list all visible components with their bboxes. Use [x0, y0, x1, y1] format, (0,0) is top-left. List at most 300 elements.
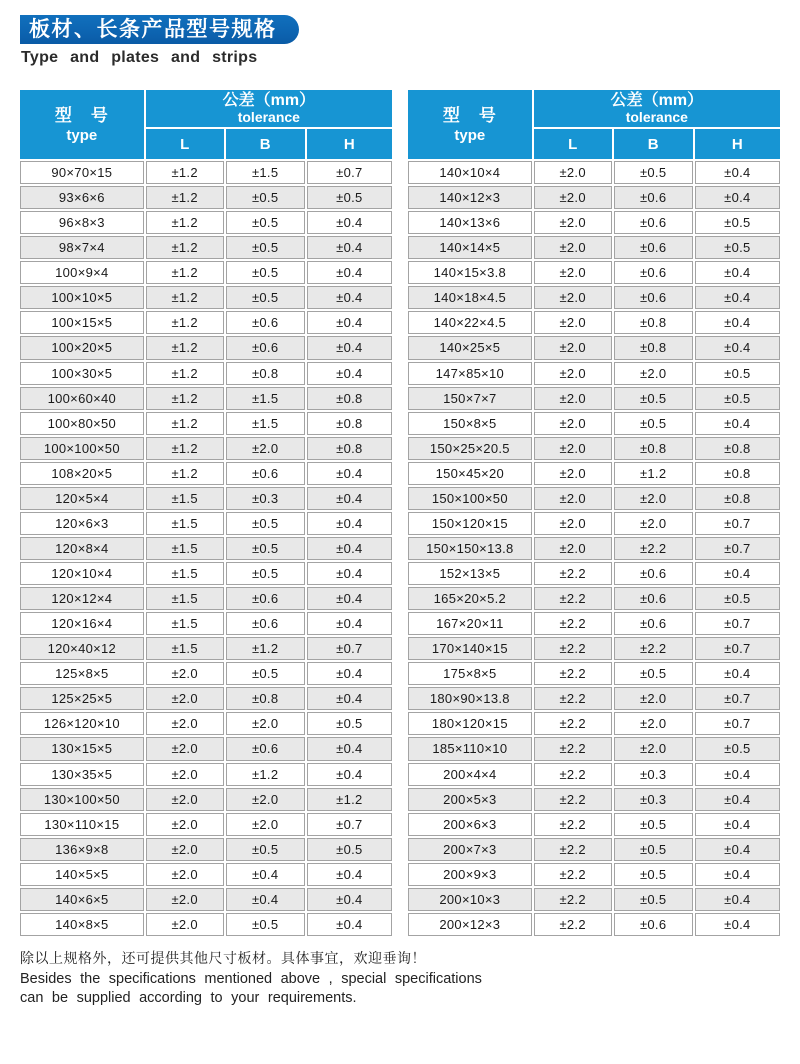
tolerance-cell: ±0.5 [226, 211, 305, 234]
tolerance-cell: ±2.0 [226, 813, 305, 836]
tolerance-cell: ±1.2 [146, 336, 224, 359]
table-row [20, 863, 392, 886]
column-header-h: H [695, 129, 780, 159]
tolerance-cell: ±0.4 [307, 487, 392, 510]
model-cell: 150×100×50 [408, 487, 532, 510]
column-header-b: B [226, 129, 305, 159]
tolerance-cell: ±1.2 [146, 362, 224, 385]
tolerance-cell: ±0.5 [307, 186, 392, 209]
tolerance-cell: ±0.5 [226, 512, 305, 535]
tolerance-cell: ±0.5 [614, 412, 693, 435]
table-row [408, 336, 780, 359]
table-row [408, 712, 780, 735]
table-row [20, 311, 392, 334]
table-row [20, 662, 392, 685]
tolerance-cell: ±2.0 [534, 261, 612, 284]
tolerance-cell: ±0.3 [226, 487, 305, 510]
model-cell: 147×85×10 [408, 362, 532, 385]
tolerance-cell: ±2.2 [534, 562, 612, 585]
table-row [408, 838, 780, 861]
table-row [20, 261, 392, 284]
table-row [408, 487, 780, 510]
table-row [20, 687, 392, 710]
table-row [20, 487, 392, 510]
table-row [20, 362, 392, 385]
tolerance-cell: ±0.5 [614, 662, 693, 685]
model-cell: 136×9×8 [20, 838, 144, 861]
tolerance-cell: ±0.8 [695, 437, 780, 460]
tolerance-cell: ±0.8 [614, 311, 693, 334]
tolerance-cell: ±2.0 [226, 712, 305, 735]
tolerance-cell: ±0.7 [307, 161, 392, 184]
model-cell: 125×8×5 [20, 662, 144, 685]
model-cell: 140×5×5 [20, 863, 144, 886]
tolerance-cell: ±0.4 [307, 562, 392, 585]
tolerance-cell: ±0.4 [695, 788, 780, 811]
table-row [20, 286, 392, 309]
tolerance-cell: ±0.5 [614, 161, 693, 184]
model-cell: 120×12×4 [20, 587, 144, 610]
table-row [408, 788, 780, 811]
model-cell: 140×12×3 [408, 186, 532, 209]
tolerance-cell: ±2.2 [614, 637, 693, 660]
tolerance-label-en: tolerance [625, 109, 688, 126]
tolerance-cell: ±0.7 [695, 512, 780, 535]
model-cell: 175×8×5 [408, 662, 532, 685]
tolerance-cell: ±2.0 [534, 512, 612, 535]
tolerance-cell: ±2.2 [614, 537, 693, 560]
tolerance-cell: ±2.0 [614, 687, 693, 710]
tolerance-cell: ±0.6 [226, 462, 305, 485]
tolerance-cell: ±1.2 [146, 412, 224, 435]
tolerance-cell: ±0.8 [307, 387, 392, 410]
tolerance-cell: ±0.5 [226, 286, 305, 309]
tolerance-label-cn: 公差（mm） [222, 92, 316, 110]
tolerance-cell: ±0.4 [307, 662, 392, 685]
model-cell: 100×15×5 [20, 311, 144, 334]
tolerance-cell: ±2.2 [534, 612, 612, 635]
table-row [20, 562, 392, 585]
table-row [20, 537, 392, 560]
tolerance-cell: ±2.2 [534, 587, 612, 610]
tolerance-cell: ±0.7 [307, 637, 392, 660]
spec-tables-container [18, 88, 782, 936]
tolerance-cell: ±1.5 [226, 161, 305, 184]
tolerance-cell: ±0.8 [226, 687, 305, 710]
tolerance-cell: ±1.5 [226, 412, 305, 435]
tolerance-cell: ±0.4 [695, 863, 780, 886]
table-row [408, 637, 780, 660]
table-row [20, 437, 392, 460]
tolerance-cell: ±1.2 [226, 763, 305, 786]
tolerance-cell: ±2.0 [614, 362, 693, 385]
tolerance-cell: ±2.2 [534, 763, 612, 786]
tolerance-cell: ±2.0 [146, 662, 224, 685]
tolerance-cell: ±2.0 [146, 813, 224, 836]
footer-note-en-line1: Besides the specifications mentioned above , special specifications [20, 971, 482, 987]
tolerance-cell: ±1.5 [146, 612, 224, 635]
tolerance-label-cn: 公差（mm） [610, 92, 704, 110]
model-cell: 100×80×50 [20, 412, 144, 435]
tolerance-cell: ±0.4 [307, 913, 392, 936]
tolerance-cell: ±1.5 [146, 637, 224, 660]
model-cell: 150×120×15 [408, 512, 532, 535]
table-row [408, 587, 780, 610]
table-row [20, 763, 392, 786]
tolerance-cell: ±0.4 [695, 261, 780, 284]
model-cell: 140×15×3.8 [408, 261, 532, 284]
model-cell: 100×30×5 [20, 362, 144, 385]
tolerance-cell: ±0.4 [695, 311, 780, 334]
tolerance-cell: ±0.4 [695, 913, 780, 936]
tolerance-cell: ±2.2 [534, 863, 612, 886]
table-row [20, 512, 392, 535]
table-row [20, 737, 392, 760]
model-cell: 130×15×5 [20, 737, 144, 760]
model-cell: 140×6×5 [20, 888, 144, 911]
tolerance-cell: ±2.0 [146, 838, 224, 861]
table-header [408, 90, 780, 159]
table-row [20, 637, 392, 660]
table-row [408, 362, 780, 385]
model-cell: 93×6×6 [20, 186, 144, 209]
model-cell: 170×140×15 [408, 637, 532, 660]
tolerance-cell: ±0.4 [695, 662, 780, 685]
table-row [408, 387, 780, 410]
tolerance-cell: ±0.5 [307, 838, 392, 861]
footer-note-cn: 除以上规格外，还可提供其他尺寸板材。具体事宜，欢迎垂询！ [20, 950, 426, 966]
tolerance-cell: ±2.2 [534, 888, 612, 911]
tolerance-cell: ±0.5 [226, 562, 305, 585]
tolerance-column-header [146, 90, 392, 127]
tolerance-cell: ±0.8 [307, 437, 392, 460]
tolerance-cell: ±2.0 [534, 412, 612, 435]
table-row [20, 161, 392, 184]
tolerance-cell: ±0.5 [614, 387, 693, 410]
tolerance-cell: ±1.2 [146, 186, 224, 209]
tolerance-cell: ±2.0 [534, 487, 612, 510]
table-row [408, 311, 780, 334]
tolerance-cell: ±0.4 [695, 336, 780, 359]
model-cell: 200×5×3 [408, 788, 532, 811]
tolerance-cell: ±0.4 [307, 261, 392, 284]
tolerance-cell: ±0.4 [307, 612, 392, 635]
tolerance-cell: ±1.2 [146, 286, 224, 309]
tolerance-cell: ±0.5 [695, 737, 780, 760]
model-cell: 120×8×4 [20, 537, 144, 560]
tolerance-cell: ±0.4 [695, 286, 780, 309]
tolerance-cell: ±0.5 [226, 236, 305, 259]
table-row [408, 813, 780, 836]
table-row [408, 863, 780, 886]
tolerance-cell: ±1.5 [146, 562, 224, 585]
tolerance-cell: ±0.4 [307, 737, 392, 760]
table-row [408, 612, 780, 635]
tolerance-cell: ±0.8 [614, 336, 693, 359]
model-cell: 120×5×4 [20, 487, 144, 510]
spec-table-right [406, 88, 782, 938]
tolerance-cell: ±0.7 [695, 637, 780, 660]
table-row [408, 236, 780, 259]
model-cell: 140×8×5 [20, 913, 144, 936]
model-cell: 90×70×15 [20, 161, 144, 184]
type-label-en: type [66, 126, 98, 144]
tolerance-cell: ±0.4 [307, 362, 392, 385]
tolerance-cell: ±0.4 [307, 462, 392, 485]
table-row [408, 562, 780, 585]
tolerance-cell: ±2.2 [534, 712, 612, 735]
tolerance-cell: ±2.0 [534, 537, 612, 560]
tolerance-cell: ±0.4 [695, 161, 780, 184]
tolerance-cell: ±1.2 [307, 788, 392, 811]
footer-note-en [20, 970, 782, 1008]
tolerance-cell: ±0.4 [695, 412, 780, 435]
tolerance-cell: ±2.2 [534, 662, 612, 685]
model-cell: 180×120×15 [408, 712, 532, 735]
table-row [408, 687, 780, 710]
tolerance-cell: ±2.0 [534, 286, 612, 309]
tolerance-cell: ±2.0 [534, 362, 612, 385]
table-row [408, 888, 780, 911]
tolerance-cell: ±2.0 [146, 888, 224, 911]
tolerance-cell: ±0.4 [695, 763, 780, 786]
tolerance-cell: ±0.5 [226, 913, 305, 936]
tolerance-cell: ±0.4 [307, 336, 392, 359]
tolerance-cell: ±2.0 [534, 336, 612, 359]
model-cell: 125×25×5 [20, 687, 144, 710]
tolerance-cell: ±0.5 [695, 362, 780, 385]
model-cell: 150×7×7 [408, 387, 532, 410]
table-row [20, 211, 392, 234]
tolerance-cell: ±1.5 [146, 512, 224, 535]
tolerance-cell: ±1.2 [146, 437, 224, 460]
table-row [408, 161, 780, 184]
type-label-cn: 型 号 [54, 105, 109, 125]
tolerance-cell: ±2.0 [226, 437, 305, 460]
tolerance-cell: ±0.5 [614, 838, 693, 861]
tolerance-cell: ±2.2 [534, 913, 612, 936]
tolerance-cell: ±2.0 [146, 712, 224, 735]
tolerance-cell: ±1.2 [226, 637, 305, 660]
model-cell: 200×4×4 [408, 763, 532, 786]
tolerance-cell: ±2.0 [146, 737, 224, 760]
table-row [408, 537, 780, 560]
model-cell: 165×20×5.2 [408, 587, 532, 610]
tolerance-label-en: tolerance [237, 109, 300, 126]
tolerance-cell: ±0.6 [614, 587, 693, 610]
tolerance-cell: ±0.5 [614, 813, 693, 836]
model-cell: 185×110×10 [408, 737, 532, 760]
table-row [408, 462, 780, 485]
tolerance-cell: ±1.5 [226, 387, 305, 410]
tolerance-cell: ±0.6 [226, 737, 305, 760]
tolerance-cell: ±0.3 [614, 788, 693, 811]
model-cell: 140×13×6 [408, 211, 532, 234]
tolerance-cell: ±2.0 [614, 487, 693, 510]
tolerance-cell: ±2.2 [534, 788, 612, 811]
model-cell: 100×20×5 [20, 336, 144, 359]
tolerance-cell: ±0.3 [614, 763, 693, 786]
table-row [408, 763, 780, 786]
tolerance-cell: ±0.7 [695, 687, 780, 710]
tolerance-cell: ±0.6 [614, 286, 693, 309]
tolerance-cell: ±0.4 [695, 562, 780, 585]
tolerance-cell: ±1.2 [614, 462, 693, 485]
tolerance-cell: ±0.8 [695, 487, 780, 510]
tolerance-cell: ±0.8 [307, 412, 392, 435]
model-cell: 150×150×13.8 [408, 537, 532, 560]
tolerance-cell: ±2.2 [534, 687, 612, 710]
tolerance-cell: ±0.6 [614, 186, 693, 209]
tolerance-cell: ±0.6 [226, 311, 305, 334]
type-column-header [20, 90, 144, 159]
table-row [408, 512, 780, 535]
tolerance-cell: ±2.0 [534, 236, 612, 259]
tolerance-cell: ±0.4 [307, 888, 392, 911]
tolerance-cell: ±2.0 [534, 437, 612, 460]
tolerance-cell: ±0.4 [695, 838, 780, 861]
tolerance-cell: ±2.2 [534, 737, 612, 760]
tolerance-cell: ±1.2 [146, 462, 224, 485]
tolerance-cell: ±0.4 [307, 211, 392, 234]
table-header [20, 90, 392, 159]
tolerance-cell: ±0.4 [307, 863, 392, 886]
tolerance-cell: ±1.2 [146, 211, 224, 234]
tolerance-cell: ±0.4 [307, 687, 392, 710]
type-label-en: type [454, 126, 486, 144]
table-row [20, 913, 392, 936]
page-title-cn: 板材、长条产品型号规格 [29, 18, 277, 41]
tolerance-cell: ±0.5 [307, 712, 392, 735]
table-row [20, 788, 392, 811]
tolerance-cell: ±0.4 [307, 537, 392, 560]
spec-table-left [18, 88, 394, 938]
tolerance-cell: ±2.0 [226, 788, 305, 811]
model-cell: 96×8×3 [20, 211, 144, 234]
tolerance-cell: ±2.0 [614, 512, 693, 535]
tolerance-cell: ±0.6 [226, 612, 305, 635]
table-row [408, 437, 780, 460]
tolerance-cell: ±0.7 [695, 712, 780, 735]
model-cell: 180×90×13.8 [408, 687, 532, 710]
tolerance-cell: ±0.6 [614, 211, 693, 234]
tolerance-cell: ±0.4 [307, 763, 392, 786]
tolerance-cell: ±0.5 [226, 662, 305, 685]
model-cell: 130×35×5 [20, 763, 144, 786]
model-cell: 140×18×4.5 [408, 286, 532, 309]
tolerance-cell: ±1.2 [146, 387, 224, 410]
tolerance-cell: ±0.5 [226, 537, 305, 560]
table-body-left [20, 161, 392, 936]
page-title-banner [20, 15, 299, 44]
table-row [20, 236, 392, 259]
model-cell: 200×9×3 [408, 863, 532, 886]
tolerance-cell: ±0.7 [695, 612, 780, 635]
tolerance-cell: ±0.4 [695, 186, 780, 209]
table-row [20, 838, 392, 861]
table-row [408, 286, 780, 309]
model-cell: 98×7×4 [20, 236, 144, 259]
model-cell: 140×25×5 [408, 336, 532, 359]
model-cell: 150×45×20 [408, 462, 532, 485]
model-cell: 100×10×5 [20, 286, 144, 309]
tolerance-cell: ±2.2 [534, 838, 612, 861]
model-cell: 150×25×20.5 [408, 437, 532, 460]
tolerance-cell: ±0.8 [695, 462, 780, 485]
tolerance-cell: ±0.5 [695, 587, 780, 610]
tolerance-cell: ±1.5 [146, 587, 224, 610]
tolerance-cell: ±0.6 [614, 261, 693, 284]
tolerance-cell: ±2.0 [534, 462, 612, 485]
model-cell: 140×22×4.5 [408, 311, 532, 334]
tolerance-cell: ±0.7 [307, 813, 392, 836]
model-cell: 150×8×5 [408, 412, 532, 435]
table-row [20, 888, 392, 911]
tolerance-cell: ±0.5 [614, 888, 693, 911]
model-cell: 126×120×10 [20, 712, 144, 735]
table-row [20, 813, 392, 836]
column-header-l: L [146, 129, 224, 159]
tolerance-cell: ±2.0 [146, 913, 224, 936]
tolerance-cell: ±0.5 [695, 387, 780, 410]
model-cell: 120×6×3 [20, 512, 144, 535]
tolerance-cell: ±1.2 [146, 236, 224, 259]
tolerance-cell: ±2.0 [534, 161, 612, 184]
table-row [408, 913, 780, 936]
column-header-b: B [614, 129, 693, 159]
tolerance-cell: ±0.4 [307, 286, 392, 309]
model-cell: 100×9×4 [20, 261, 144, 284]
model-cell: 130×100×50 [20, 788, 144, 811]
column-header-l: L [534, 129, 612, 159]
type-label-cn: 型 号 [442, 105, 497, 125]
table-row [20, 412, 392, 435]
tolerance-cell: ±0.5 [695, 236, 780, 259]
tolerance-cell: ±0.4 [695, 813, 780, 836]
tolerance-cell: ±0.6 [226, 336, 305, 359]
tolerance-cell: ±2.0 [534, 186, 612, 209]
tolerance-cell: ±1.2 [146, 261, 224, 284]
table-row [20, 587, 392, 610]
tolerance-cell: ±0.6 [614, 562, 693, 585]
model-cell: 167×20×11 [408, 612, 532, 635]
tolerance-cell: ±2.0 [146, 763, 224, 786]
tolerance-cell: ±0.4 [226, 888, 305, 911]
tolerance-cell: ±1.5 [146, 537, 224, 560]
tolerance-cell: ±0.4 [307, 311, 392, 334]
tolerance-cell: ±2.0 [614, 737, 693, 760]
tolerance-cell: ±2.0 [146, 687, 224, 710]
table-row [408, 186, 780, 209]
table-row [408, 412, 780, 435]
table-body-right [408, 161, 780, 936]
table-row [20, 712, 392, 735]
tolerance-cell: ±0.8 [614, 437, 693, 460]
tolerance-cell: ±0.6 [614, 913, 693, 936]
model-cell: 108×20×5 [20, 462, 144, 485]
tolerance-cell: ±0.5 [614, 863, 693, 886]
model-cell: 120×16×4 [20, 612, 144, 635]
table-row [20, 186, 392, 209]
tolerance-column-header [534, 90, 780, 127]
model-cell: 140×10×4 [408, 161, 532, 184]
tolerance-cell: ±2.2 [534, 813, 612, 836]
model-cell: 140×14×5 [408, 236, 532, 259]
tolerance-cell: ±0.4 [226, 863, 305, 886]
tolerance-cell: ±1.2 [146, 161, 224, 184]
table-row [408, 261, 780, 284]
tolerance-cell: ±2.0 [534, 211, 612, 234]
